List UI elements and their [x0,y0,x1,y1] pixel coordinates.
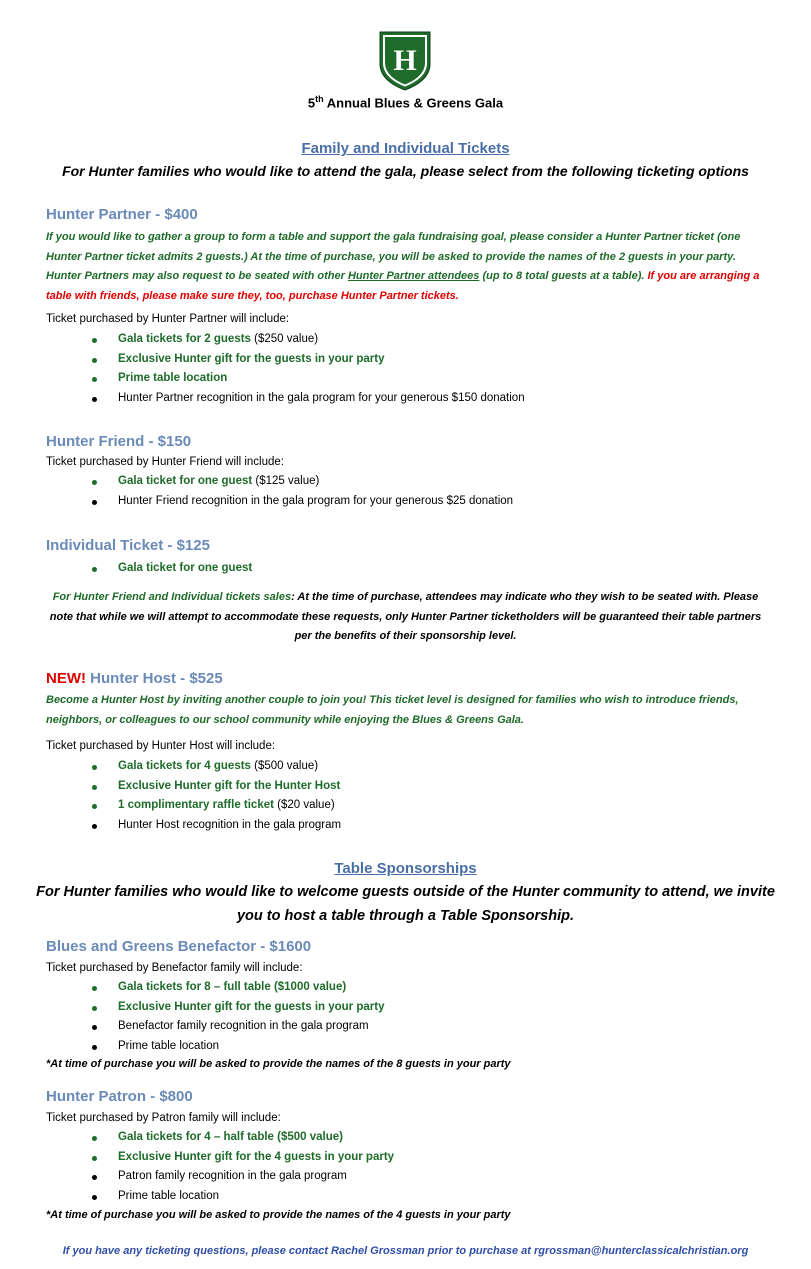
list-item: Exclusive Hunter gift for the Hunter Host [90,777,341,797]
patron-title: Hunter Patron - $800 [46,1088,193,1105]
list-item: Exclusive Hunter gift for the guests in your party [90,998,384,1018]
benefactor-intro: Ticket purchased by Benefactor family will include: [46,962,303,974]
list-item: Gala tickets for 2 guests ($250 value) [90,330,525,350]
hunter-friend-benefits [90,472,513,511]
hunter-friend-title: Hunter Friend - $150 [46,433,192,450]
list-item: Hunter Host recognition in the gala program [90,816,341,836]
logo-letter: H [393,44,417,77]
patron-benefits [90,1128,394,1206]
benefactor-title: Blues and Greens Benefactor - $1600 [46,938,312,955]
hunter-host-benefits [90,757,341,835]
hunter-shield-logo [376,30,434,92]
hunter-partner-intro: Ticket purchased by Hunter Partner will include: [46,313,290,325]
benefactor-benefits [90,978,384,1056]
list-item: 1 complimentary raffle ticket ($20 value) [90,796,341,816]
individual-ticket-benefits [90,559,252,579]
contact-footer: If you have any ticketing questions, please contact Rachel Grossman prior to purchase at rgrossman@hunterclassicalchristian.org [62,1245,749,1257]
family-tickets-subheading: For Hunter families who would like to attend the gala, please select from the following ticketing options [62,163,749,179]
list-item: Patron family recognition in the gala program [90,1167,394,1187]
list-item: Hunter Friend recognition in the gala program for your generous $25 donation [90,492,513,512]
seating-note: For Hunter Friend and Individual tickets sales: At the time of purchase, attendees may indicate who they wish to be seated with. Please note that while we will attempt to accommodate these requests, only Hunter Partner ticketholders will be guaranteed their table partners per the benefits of their sponsorship level. [49,591,762,642]
event-title: 5th Annual Blues & Greens Gala [307,94,504,111]
patron-intro: Ticket purchased by Patron family will include: [46,1112,281,1124]
patron-note: *At time of purchase you will be asked to provide the names of the 4 guests in your party [46,1209,511,1221]
hunter-friend-intro: Ticket purchased by Hunter Friend will include: [46,456,284,468]
list-item: Gala tickets for 4 guests ($500 value) [90,757,341,777]
list-item: Gala tickets for 4 – half table ($500 value) [90,1128,394,1148]
hunter-partner-title: Hunter Partner - $400 [46,206,198,223]
hunter-host-title: NEW! Hunter Host - $525 [46,670,223,687]
table-sponsorships-heading: Table Sponsorships [334,860,477,877]
list-item: Gala ticket for one guest [90,559,252,579]
list-item: Prime table location [90,1037,384,1057]
hunter-partner-benefits [90,330,525,408]
hunter-partner-description: If you would like to gather a group to form a table and support the gala fundraising goal, please consider a Hunter Partner ticket (one Hunter Partner ticket admits 2 guests.) At the time of purchase, you will be asked to provide the names of the 2 guests in your party. Hunter Partners may also request to be seated with other Hunter Partner attendees (up to 8 total guests at a table). If you are arranging a table with friends, please make sure they, too, purchase Hunter Partner tickets. [46,231,760,302]
list-item: Benefactor family recognition in the gala program [90,1017,384,1037]
list-item: Gala ticket for one guest ($125 value) [90,472,513,492]
list-item: Exclusive Hunter gift for the 4 guests in your party [90,1148,394,1168]
list-item: Prime table location [90,369,525,389]
list-item: Prime table location [90,1187,394,1207]
benefactor-note: *At time of purchase you will be asked to provide the names of the 8 guests in your party [46,1058,511,1070]
new-badge: NEW! [46,670,86,687]
table-sponsorships-subheading: For Hunter families who would like to welcome guests outside of the Hunter community to attend, we invite you to host a table through a Table Sponsorship. [36,884,775,924]
list-item: Exclusive Hunter gift for the guests in your party [90,350,525,370]
hunter-host-intro: Ticket purchased by Hunter Host will include: [46,740,276,752]
list-item: Gala tickets for 8 – full table ($1000 value) [90,978,384,998]
family-tickets-heading: Family and Individual Tickets [301,140,510,157]
individual-ticket-title: Individual Ticket - $125 [46,537,210,554]
list-item: Hunter Partner recognition in the gala program for your generous $150 donation [90,389,525,409]
hunter-host-description: Become a Hunter Host by inviting another couple to join you! This ticket level is designed for families who wish to introduce friends, neighbors, or colleagues to our school community while enjoying the Blues & Greens Gala. [46,694,739,726]
